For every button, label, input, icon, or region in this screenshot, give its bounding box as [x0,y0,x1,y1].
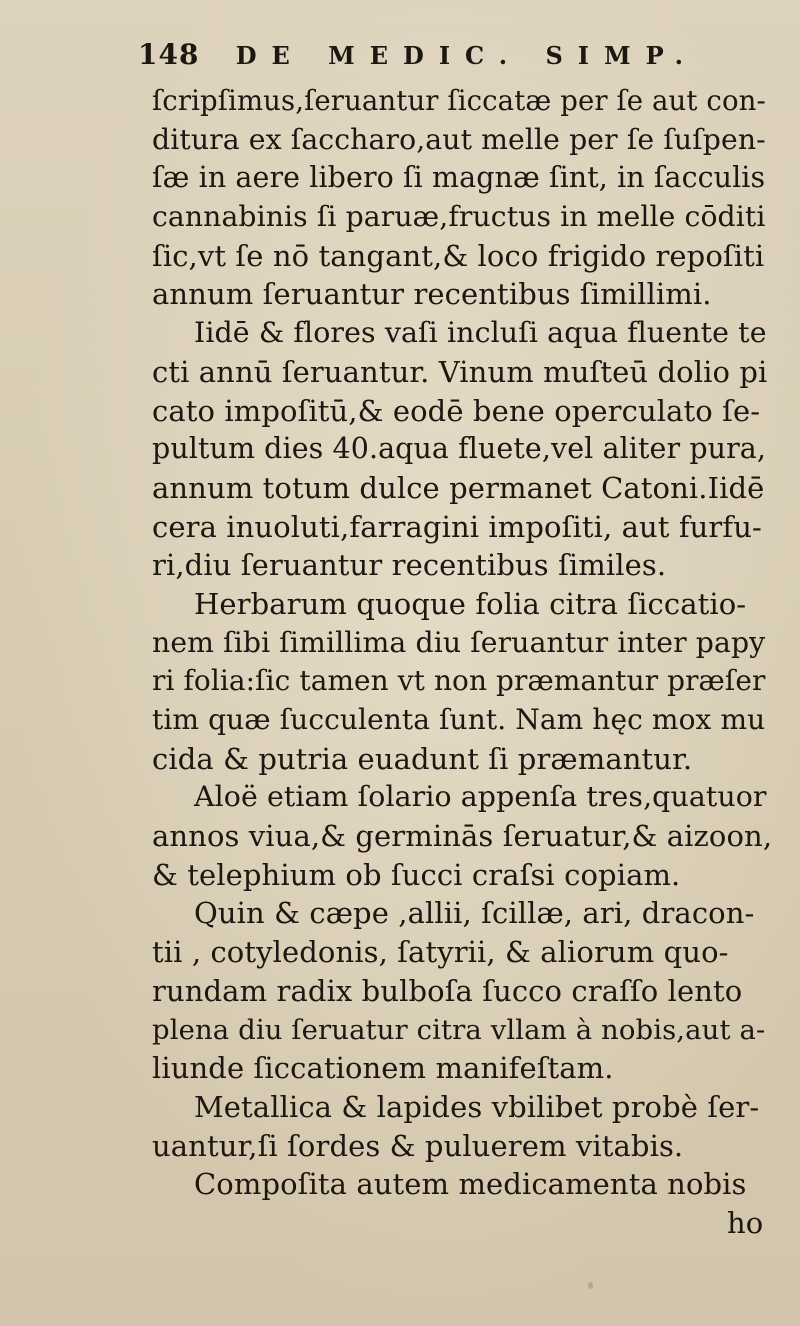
body-text [152,82,772,1243]
text-line: ditura ex ſaccharo,aut melle per ſe ſuſpen- [152,122,766,156]
text-line: cti annū ſeruantur. Vinum muſteū dolio pi [152,354,768,389]
page-number: 148 [138,38,200,71]
text-line: ri folia:ſic tamen vt non præmantur præſer [152,664,766,698]
text-line: ri,diu ſeruantur recentibus ſimiles. [152,548,667,583]
text-line: ſcripſimus,ſeruantur ſiccatæ per ſe aut con- [152,85,766,117]
text-line: annos viua,& germinās ſeruatur,& aizoon, [152,819,773,854]
text-line: cera inuoluti,farragini impoſiti, aut furfu- [152,509,762,544]
text-line: pultum dies 40.aqua fluete,vel aliter pura, [152,432,767,466]
text-line: tii , cotyledonis, ſatyrii, & aliorum quo- [152,935,729,970]
text-line: Quin & cæpe ,allii, ſcillæ, ari, dracon- [194,896,755,931]
text-line: liunde ſiccationem manifeſtam. [152,1051,614,1086]
text-line: nem ſibi ſimillima diu ſeruantur inter papy [152,625,766,659]
text-line: cida & putria euadunt ſi præmantur. [152,741,693,776]
text-line: tim quæ ſucculenta ſunt. Nam hęc mox mu [152,703,766,736]
text-line: annum totum dulce permanet Catoni.Iidē [152,470,765,505]
text-line: Herbarum quoque folia citra ſiccatio- [194,586,747,621]
text-line: ſic,vt ſe nō tangant,& loco frigido repoſiti [152,238,765,273]
text-line: annum ſeruantur recentibus ſimillimi. [152,277,712,312]
catchword: ho [727,1205,764,1240]
text-line: rundam radix bulboſa ſucco craſſo lento [152,973,743,1008]
text-line: Aloë etiam ſolario appenſa tres,quatuor [194,780,767,814]
paper-speck [588,1282,593,1289]
text-line: cato impoſitū,& eodē bene operculato ſe- [152,393,761,428]
text-line: ſæ in aere libero ſi magnæ ſint, in ſacculis [152,161,766,195]
text-line: Compoſita autem medicamenta nobis [194,1167,747,1202]
text-line: & telephium ob ſucci craſsi copiam. [152,857,681,892]
running-head [138,38,698,82]
text-line: Metallica & lapides vbilibet probè ſer- [194,1089,760,1124]
text-line: Iidē & flores vaſi incluſi aqua fluente te [194,316,767,350]
text-line: uantur,ſi ſordes & puluerem vitabis. [152,1128,684,1163]
text-line: plena diu ſeruatur citra vllam à nobis,aut a- [152,1013,766,1046]
text-line: cannabinis ſi paruæ,fructus in melle cōditi [152,200,766,234]
running-title: DE MEDIC. SIMP. [235,41,698,70]
